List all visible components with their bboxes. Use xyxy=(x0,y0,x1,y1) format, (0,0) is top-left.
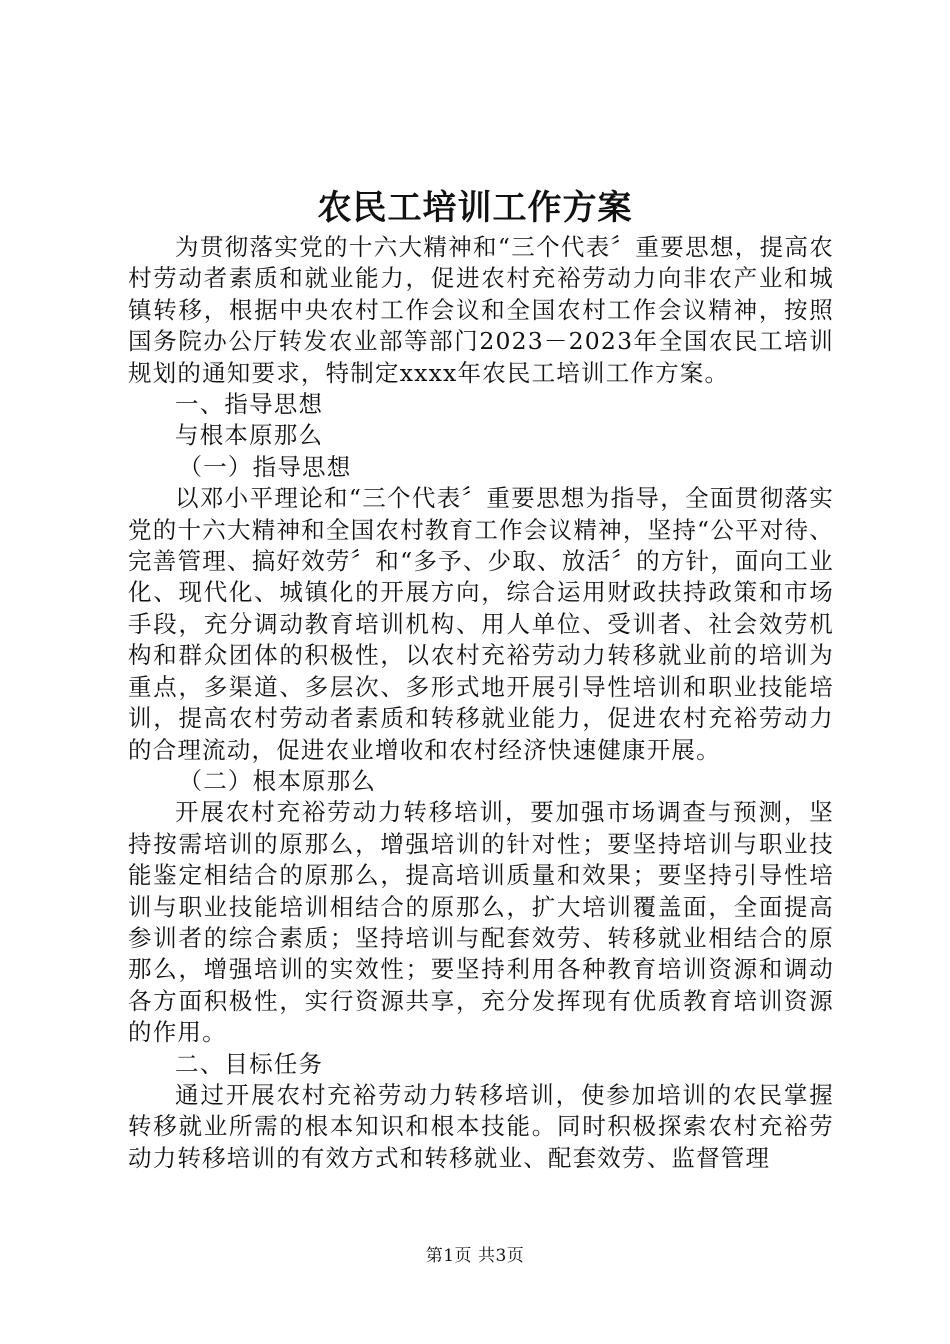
intro-paragraph: 为贯彻落实党的十六大精神和“三个代表〞重要思想，提高农村劳动者素质和就业能力，促进农村充裕劳动力向非农产业和城镇转移，根据中央农村工作会议和全国农村工作会议精神，按照国务院办公厅转发农业部等部门2023－2023年全国农民工培训规划的通知要求，特制定xxxx年农民工培训工作方案。 xyxy=(128,233,834,387)
section-1-heading: 一、指导思想 xyxy=(175,390,324,419)
section-2-heading: 二、目标任务 xyxy=(175,1049,324,1078)
subsection-2-heading: （二）根本原那么 xyxy=(178,766,377,795)
page-footer: 第1页 共3页 xyxy=(425,1246,525,1266)
subsection-1-heading: （一）指导思想 xyxy=(178,452,352,481)
section-1-heading-continued: 与根本原那么 xyxy=(175,421,324,450)
document-body xyxy=(128,232,834,1174)
subsection-1-paragraph: 以邓小平理论和“三个代表〞重要思想为指导，全面贯彻落实党的十六大精神和全国农村教育工作会议精神，坚持“公平对待、完善管理、搞好效劳〞和“多予、少取、放活〞的方针，面向工业化、现代化、城镇化的开展方向，综合运用财政扶持政策和市场手段，充分调动教育培训机构、用人单位、受训者、社会效劳机构和群众团体的积极性，以农村充裕劳动力转移就业前的培训为重点，多渠道、多层次、多形式地开展引导性培训和职业技能培训，提高农村劳动者素质和转移就业能力，促进农村充裕劳动力的合理流动，促进农业增收和农村经济快速健康开展。 xyxy=(128,484,834,764)
document-title: 农民工培训工作方案 xyxy=(317,188,633,228)
section-2-paragraph: 通过开展农村充裕劳动力转移培训，使参加培训的农民掌握转移就业所需的根本知识和根本技能。同时积极探索农村充裕劳动力转移培训的有效方式和转移就业、配套效劳、监督管理 xyxy=(128,1080,834,1172)
subsection-2-paragraph: 开展农村充裕劳动力转移培训，要加强市场调查与预测，坚持按需培训的原那么，增强培训的针对性；要坚持培训与职业技能鉴定相结合的原那么，提高培训质量和效果；要坚持引导性培训与职业技能培训相结合的原那么，扩大培训覆盖面，全面提高参训者的综合素质；坚持培训与配套效劳、转移就业相结合的原那么，增强培训的实效性；要坚持利用各种教育培训资源和调动各方面积极性，实行资源共享，充分发挥现有优质教育培训资源的作用。 xyxy=(128,798,834,1047)
